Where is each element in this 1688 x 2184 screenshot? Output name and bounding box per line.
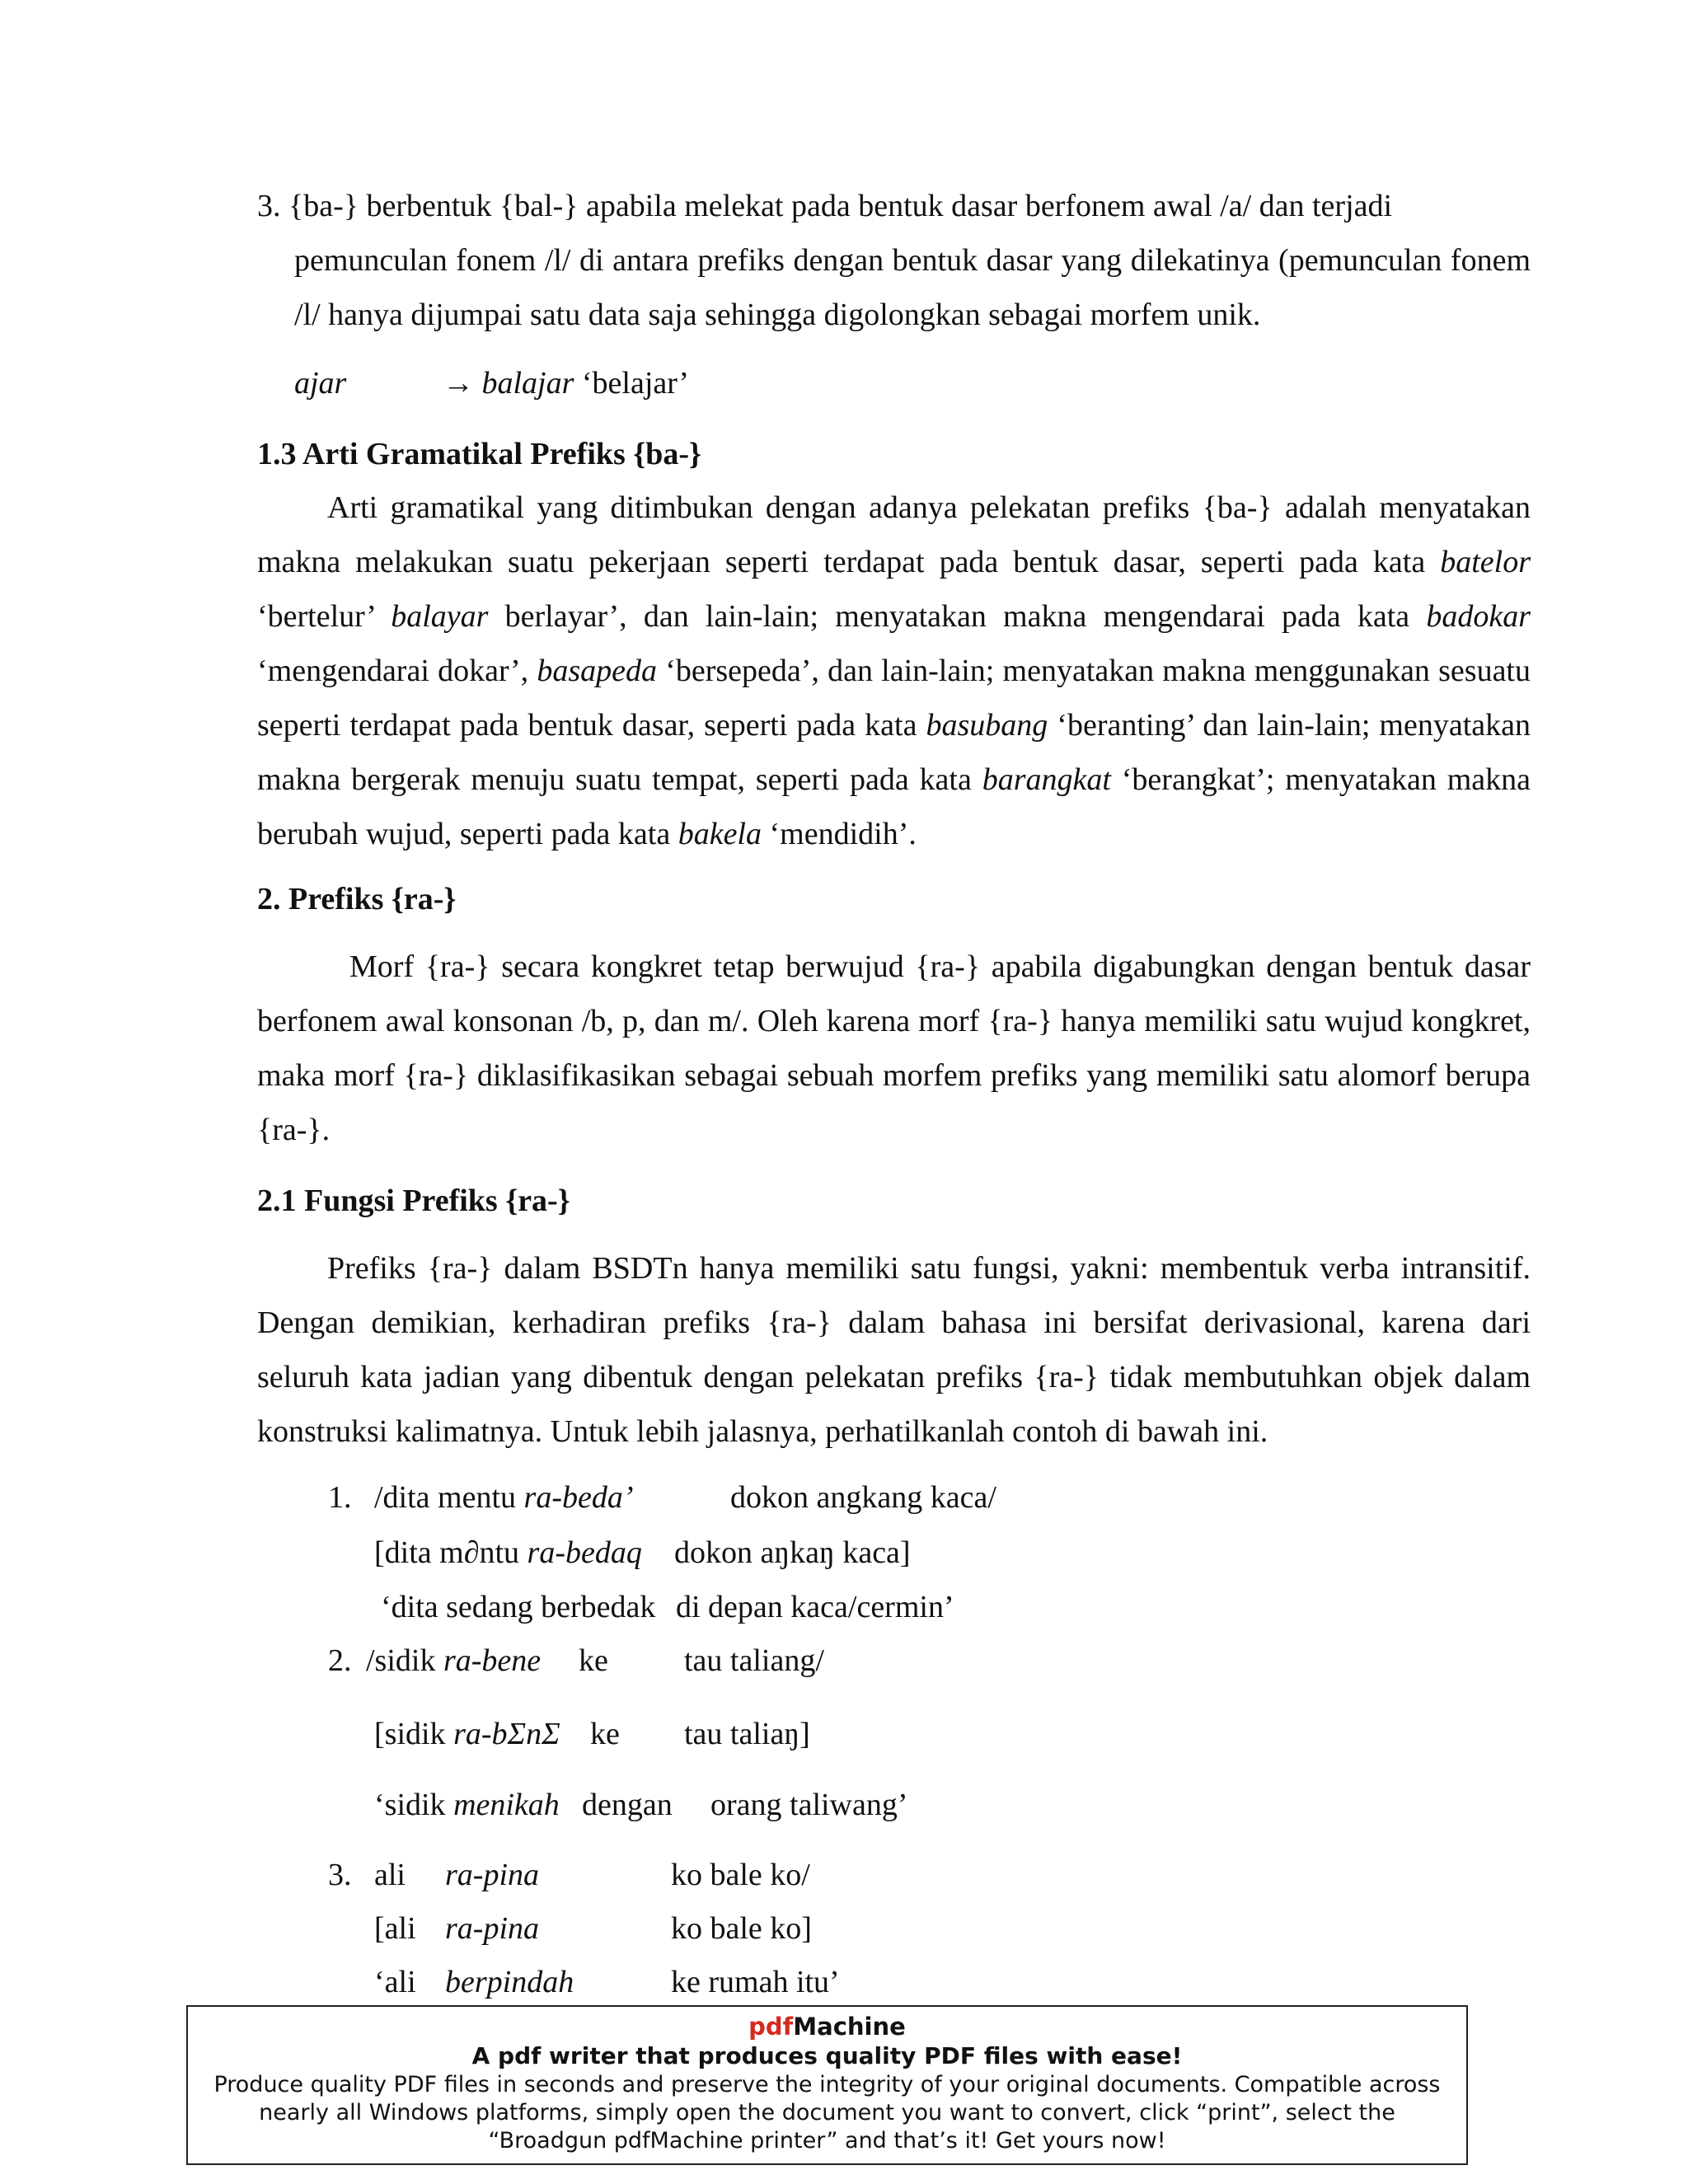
section-heading-1-3: 1.3 Arti Gramatikal Prefiks {ba-}: [257, 437, 702, 471]
example-word: ra-pina: [445, 1911, 539, 1946]
banner-description: Produce quality PDF files in seconds and preserve the integrity of your original documents. Compatible across nearly all Windows platforms, simply open the document you want to convert, click “print”, select the “Broadgun pdfMachine printer” and that’s it! Get yours now!: [213, 2072, 1441, 2154]
example-derivation: [443, 356, 689, 410]
example-number: 1.: [328, 1480, 352, 1515]
example-word: ko bale ko]: [671, 1911, 812, 1946]
list-item-3-continuation: pemunculan fonem /l/ di antara prefiks dengan bentuk dasar yang dilekatinya (pemunculan fonem /l/ hanya dijumpai satu data saja sehingga digolongkan sebagai morfem unik.: [294, 243, 1531, 332]
paragraph-2-1: Prefiks {ra-} dalam BSDTn hanya memiliki satu fungsi, yakni: membentuk verba intransitif. Dengan demikian, kerhadiran prefiks {ra-} dalam bahasa ini bersifat derivasional, karena dari seluruh kata jadian yang dibentuk dengan pelekatan prefiks {ra-} tidak membutuhkan objek dalam konstruksi kalimatnya. Untuk lebih jalasnya, perhatilkanlah contoh di bawah ini.: [257, 1251, 1531, 1449]
example-line-phonetic: [dita m∂ntu ra-bedaq: [374, 1535, 642, 1570]
example-word: ke: [590, 1717, 620, 1751]
section-heading-2-1: 2.1 Fungsi Prefiks {ra-}: [257, 1183, 570, 1218]
example-number: 3.: [328, 1858, 352, 1892]
example-word: ke rumah itu’: [671, 1965, 840, 1999]
example-word: ke: [579, 1643, 608, 1678]
example-number: 2.: [328, 1643, 352, 1678]
example-line-phonetic-rest: dokon aŋkaŋ kaca]: [674, 1535, 911, 1570]
example-line-gloss: ‘dita sedang berbedak: [381, 1590, 656, 1624]
paragraph-1-3: Arti gramatikal yang ditimbukan dengan adanya pelekatan prefiks {ba-} adalah menyatakan makna melakukan suatu pekerjaan seperti terdapat pada bentuk dasar, seperti pada kata batelor ‘bertelur’ balayar berlayar’, dan lain-lain; menyatakan makna mengendarai pada kata badokar ‘mengendarai dokar’, basapeda ‘bersepeda’, dan lain-lain; menyatakan makna menggunakan sesuatu seperti terdapat pada bentuk dasar, seperti pada kata basubang ‘beranting’ dan lain-lain; menyatakan makna bergerak menuju suatu tempat, seperti pada kata barangkat ‘berangkat’; menyatakan makna berubah wujud, seperti pada kata bakela ‘mendidih’.: [257, 490, 1531, 851]
paragraph-2: Morf {ra-} secara kongkret tetap berwujud {ra-} apabila digabungkan dengan bentuk dasar berfonem awal konsonan /b, p, dan m/. Oleh karena morf {ra-} hanya memiliki satu wujud kongkret, maka morf {ra-} diklasifikasikan sebagai sebuah morfem prefiks yang memiliki satu alomorf berupa {ra-}.: [257, 949, 1531, 1147]
pdfmachine-banner: [186, 2005, 1468, 2165]
example-word: berpindah: [445, 1965, 574, 1999]
list-item-3: [257, 179, 1531, 233]
brand-logo: pdfMachine: [748, 2013, 906, 2041]
example-word: ko bale ko/: [671, 1858, 810, 1892]
example-word: tau taliang/: [684, 1643, 824, 1678]
example-line-gloss: ‘sidik menikah: [374, 1788, 560, 1822]
list-text-line1: {ba-} berbentuk {bal-} apabila melekat pada bentuk dasar berfonem awal /a/ dan terjadi: [288, 189, 1393, 223]
example-base: ajar: [294, 366, 347, 401]
example-word: ali: [374, 1858, 406, 1892]
banner-tagline: A pdf writer that produces quality PDF files with ease!: [471, 2042, 1183, 2069]
example-form: balajar: [481, 366, 574, 401]
example-line-phonemic-rest: dokon angkang kaca/: [730, 1480, 996, 1515]
example-word: dengan: [582, 1788, 673, 1822]
example-word: ‘ali: [374, 1965, 416, 1999]
example-word: tau taliaŋ]: [684, 1717, 810, 1751]
example-line-gloss-rest: di depan kaca/cermin’: [676, 1590, 954, 1624]
example-ajar: [294, 356, 1118, 410]
example-word: orang taliwang’: [710, 1788, 908, 1822]
example-gloss: ‘belajar’: [581, 366, 689, 401]
list-number: 3.: [257, 189, 281, 223]
example-line-phonemic: /sidik ra-bene: [366, 1643, 542, 1678]
example-word: [ali: [374, 1911, 416, 1946]
example-line-phonetic: [sidik ra-bΣnΣ: [374, 1717, 560, 1751]
section-heading-2: 2. Prefiks {ra-}: [257, 882, 457, 916]
example-line-phonemic: /dita mentu ra-beda’: [374, 1480, 634, 1515]
example-word: ra-pina: [445, 1858, 539, 1892]
arrow-icon: →: [443, 366, 474, 401]
